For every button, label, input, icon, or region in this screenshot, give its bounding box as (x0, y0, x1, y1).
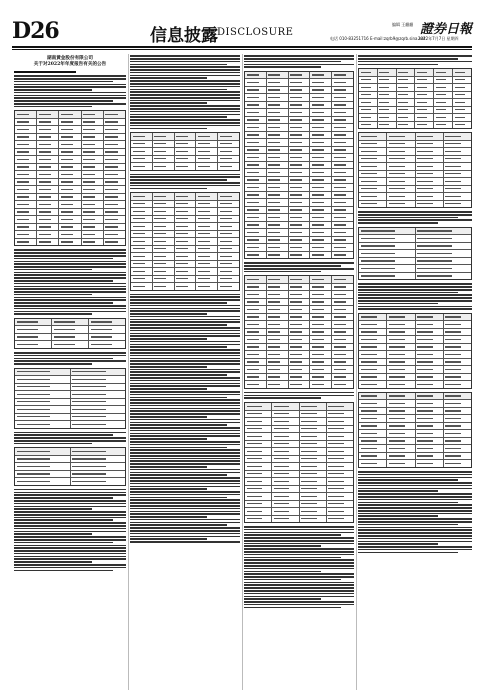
body-text-block (358, 283, 472, 310)
column-1 (14, 54, 126, 690)
column-divider (356, 54, 357, 690)
notice-heading (14, 56, 126, 68)
column-divider (242, 54, 243, 690)
data-table (130, 132, 240, 171)
header-rule-thin (12, 49, 472, 50)
body-text-block (14, 432, 126, 445)
column-4 (358, 54, 472, 690)
data-table (14, 368, 126, 429)
header-rule (12, 46, 472, 48)
body-text-block (358, 471, 472, 553)
section-title: 信息披露 (150, 26, 218, 46)
body-text-block (130, 174, 240, 190)
body-text-block (358, 211, 472, 224)
notice-title: 关于对2022年年度报告有关的公告 (33, 62, 107, 67)
page-header (12, 18, 472, 48)
data-table (358, 313, 472, 389)
column-3 (244, 54, 354, 690)
newspaper-logo: 證券日報 (420, 22, 473, 37)
company-name: 湖南黄金股份有限公司 (47, 56, 93, 61)
editor-credit: 编辑 王翻翻 (392, 22, 414, 27)
column-2 (130, 54, 240, 690)
contact-info: 电话 010-83251716 E-mail:zqrb9@zqrb.sina.net (330, 36, 426, 41)
issue-date: 2022年7月7日 星期四 (418, 36, 459, 41)
body-text-block (14, 249, 126, 315)
data-table (358, 392, 472, 468)
column-divider (128, 54, 129, 690)
data-table (358, 68, 472, 129)
body-text-block (244, 392, 354, 399)
data-table (358, 227, 472, 281)
data-table (130, 192, 240, 291)
data-table (14, 110, 126, 246)
body-text-block (14, 352, 126, 365)
data-table (14, 318, 126, 349)
subheading (14, 71, 76, 73)
body-text-block (244, 262, 354, 272)
page-number: D26 (12, 18, 59, 44)
data-table (14, 447, 126, 486)
data-table (244, 71, 354, 260)
body-text-block (14, 489, 126, 571)
body-text-block (130, 55, 240, 129)
data-table (358, 132, 472, 208)
data-table (244, 275, 354, 389)
section-title-en: DISCLOSURE (217, 27, 294, 38)
body-text-block (244, 55, 354, 68)
data-table (244, 402, 354, 523)
body-text-block (130, 294, 240, 543)
body-text-block (358, 55, 472, 65)
body-text-block (244, 526, 354, 608)
body-text-block (14, 75, 126, 107)
